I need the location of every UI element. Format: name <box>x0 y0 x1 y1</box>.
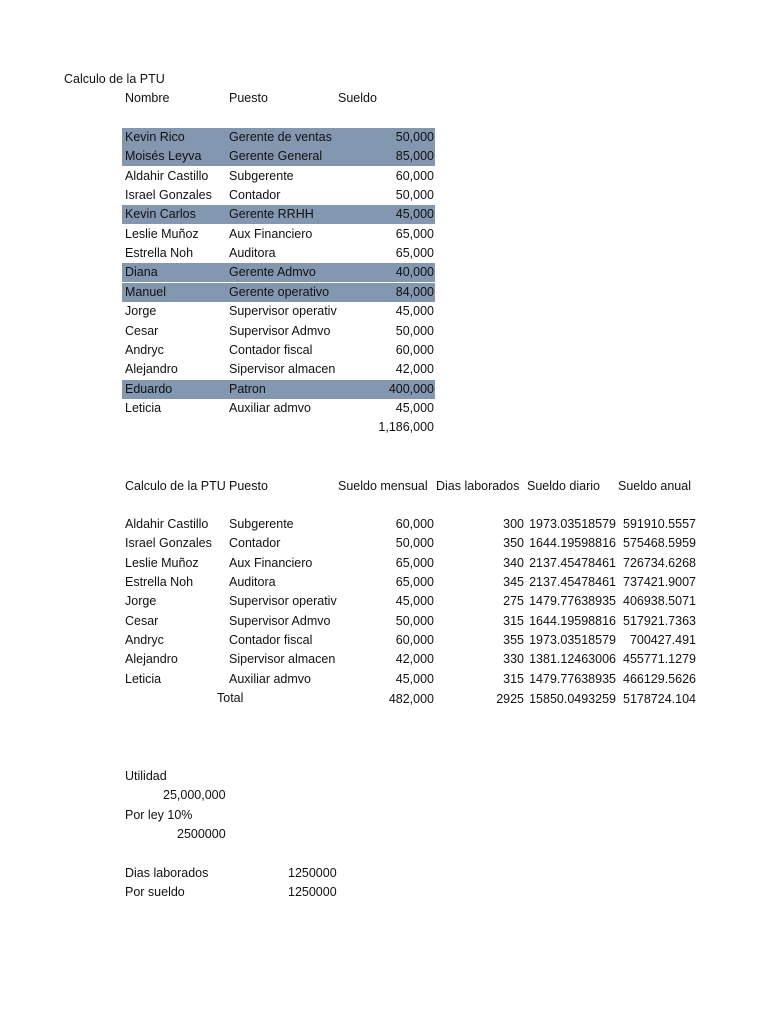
por-sueldo-label: Por sueldo <box>125 885 185 899</box>
cell-nombre: Cesar <box>125 613 159 628</box>
cell-sueldo: 45,000 <box>395 207 434 222</box>
cell-sueldo: 65,000 <box>395 246 434 261</box>
cell-dias-laborados: 315 <box>503 613 524 628</box>
cell-sueldo-mensual: 45,000 <box>395 594 434 609</box>
cell-puesto: Auditora <box>229 575 276 590</box>
cell-nombre: Alejandro <box>125 652 178 667</box>
table1-total: 1,186,000 <box>378 420 434 434</box>
table-row <box>122 147 435 166</box>
table-row <box>122 380 435 399</box>
cell-nombre: Jorge <box>125 594 157 609</box>
cell-sueldo-anual: 700427.491 <box>629 633 696 648</box>
table2-header-sueldo-mensual: Sueldo mensual <box>338 479 428 493</box>
table1-header-puesto: Puesto <box>229 91 268 105</box>
cell-sueldo: 50,000 <box>395 323 434 338</box>
cell-puesto: Gerente RRHH <box>229 207 314 222</box>
cell-nombre: Cesar <box>125 323 159 338</box>
table-row <box>122 244 435 263</box>
table2-header-sueldo-anual: Sueldo anual <box>618 479 691 493</box>
cell-sueldo-anual: 517921.7363 <box>623 613 696 628</box>
table2-header-dias: Dias laborados <box>436 479 520 493</box>
cell-puesto: Gerente operativo <box>229 284 330 299</box>
cell-nombre: Leticia <box>125 400 162 415</box>
page-title: Calculo de la PTU <box>64 72 165 86</box>
cell-nombre: Jorge <box>125 304 157 319</box>
cell-puesto: Supervisor Admvo <box>229 323 331 338</box>
cell-puesto: Sipervisor almacen <box>229 652 336 667</box>
cell-sueldo-diario: 1973.03518579 <box>529 517 616 531</box>
table2-total-label: Total <box>217 691 244 705</box>
cell-sueldo-mensual: 60,000 <box>395 517 434 531</box>
cell-sueldo-diario: 1644.19598816 <box>529 613 616 628</box>
cell-nombre: Israel Gonzales <box>125 536 212 551</box>
table2-total-diario: 15850.0493259 <box>529 692 616 706</box>
cell-nombre: Kevin Rico <box>125 130 185 144</box>
cell-sueldo-diario: 2137.45478461 <box>529 575 616 590</box>
cell-sueldo: 45,000 <box>395 400 434 415</box>
cell-puesto: Supervisor Admvo <box>229 613 331 628</box>
por-ley-value: 2500000 <box>177 827 226 841</box>
cell-sueldo: 50,000 <box>395 130 434 144</box>
cell-sueldo-mensual: 50,000 <box>395 613 434 628</box>
cell-sueldo-anual: 455771.1279 <box>623 652 696 667</box>
cell-nombre: Estrella Noh <box>125 575 194 590</box>
cell-dias-laborados: 345 <box>503 575 524 590</box>
table-row <box>122 186 435 205</box>
cell-nombre: Diana <box>125 265 158 280</box>
por-ley-label: Por ley 10% <box>125 808 193 822</box>
cell-sueldo-anual: 466129.5626 <box>623 671 696 686</box>
table-row <box>122 205 435 224</box>
dias-laborados-value: 1250000 <box>288 866 337 880</box>
cell-nombre: Aldahir Castillo <box>125 168 209 183</box>
cell-sueldo: 400,000 <box>388 381 434 396</box>
cell-sueldo: 45,000 <box>395 304 434 319</box>
table-row <box>122 360 435 379</box>
cell-sueldo-anual: 591910.5557 <box>623 517 696 531</box>
cell-nombre: Andryc <box>125 633 164 648</box>
cell-puesto: Auxiliar admvo <box>229 400 311 415</box>
cell-sueldo-mensual: 50,000 <box>395 536 434 551</box>
cell-dias-laborados: 350 <box>503 536 524 551</box>
cell-puesto: Patron <box>229 381 266 396</box>
cell-sueldo-anual: 737421.9007 <box>623 575 696 590</box>
cell-puesto: Contador fiscal <box>229 633 313 648</box>
table-row <box>122 399 435 418</box>
cell-sueldo: 40,000 <box>395 265 434 280</box>
cell-dias-laborados: 300 <box>503 517 524 531</box>
table2-header-sueldo-diario: Sueldo diario <box>527 479 600 493</box>
cell-sueldo-diario: 1381.12463006 <box>529 652 616 667</box>
cell-puesto: Contador <box>229 188 281 203</box>
cell-sueldo-mensual: 45,000 <box>395 671 434 686</box>
table-row <box>122 263 435 282</box>
cell-nombre: Leslie Muñoz <box>125 226 199 241</box>
cell-sueldo-mensual: 42,000 <box>395 652 434 667</box>
cell-sueldo: 85,000 <box>395 149 434 164</box>
cell-nombre: Andryc <box>125 342 164 357</box>
cell-puesto: Gerente de ventas <box>229 130 332 144</box>
utilidad-label: Utilidad <box>125 769 167 783</box>
table2-total-anual: 5178724.104 <box>623 692 696 706</box>
cell-dias-laborados: 275 <box>503 594 524 609</box>
utilidad-value: 25,000,000 <box>163 788 226 802</box>
table2-header-nombre: Calculo de la PTU <box>125 479 226 493</box>
cell-dias-laborados: 340 <box>503 555 524 570</box>
cell-puesto: Auxiliar admvo <box>229 671 311 686</box>
cell-puesto: Contador <box>229 536 281 551</box>
table2-total-dias: 2925 <box>496 692 524 706</box>
cell-sueldo: 60,000 <box>395 342 434 357</box>
table1-header-sueldo: Sueldo <box>338 91 377 105</box>
cell-puesto: Gerente General <box>229 149 323 164</box>
cell-dias-laborados: 315 <box>503 671 524 686</box>
cell-puesto: Auditora <box>229 246 276 261</box>
cell-puesto: Contador fiscal <box>229 342 313 357</box>
cell-nombre: Israel Gonzales <box>125 188 212 203</box>
cell-sueldo: 50,000 <box>395 188 434 203</box>
por-sueldo-value: 1250000 <box>288 885 337 899</box>
cell-dias-laborados: 330 <box>503 652 524 667</box>
cell-dias-laborados: 355 <box>503 633 524 648</box>
table-row <box>122 225 435 244</box>
cell-sueldo: 42,000 <box>395 362 434 377</box>
table-row <box>122 341 435 360</box>
cell-sueldo-mensual: 65,000 <box>395 555 434 570</box>
cell-sueldo-diario: 1479.77638935 <box>529 671 616 686</box>
cell-puesto: Aux Financiero <box>229 226 313 241</box>
cell-nombre: Eduardo <box>125 381 173 396</box>
table-row <box>122 128 435 147</box>
table-row <box>122 302 435 321</box>
cell-nombre: Leticia <box>125 671 162 686</box>
cell-puesto: Aux Financiero <box>229 555 313 570</box>
cell-nombre: Aldahir Castillo <box>125 517 209 531</box>
table-row <box>122 167 435 186</box>
cell-nombre: Kevin Carlos <box>125 207 196 222</box>
table-row <box>122 322 435 341</box>
cell-puesto: Sipervisor almacen <box>229 362 336 377</box>
table-row <box>122 283 435 302</box>
cell-sueldo: 65,000 <box>395 226 434 241</box>
cell-sueldo-diario: 1973.03518579 <box>529 633 616 648</box>
table2-total-mensual: 482,000 <box>388 692 434 706</box>
cell-sueldo-mensual: 60,000 <box>395 633 434 648</box>
cell-puesto: Subgerente <box>229 517 294 531</box>
cell-sueldo-anual: 726734.6268 <box>623 555 696 570</box>
cell-puesto: Supervisor operativ <box>229 304 337 319</box>
cell-nombre: Alejandro <box>125 362 178 377</box>
cell-nombre: Estrella Noh <box>125 246 194 261</box>
cell-sueldo-diario: 1644.19598816 <box>529 536 616 551</box>
cell-sueldo-mensual: 65,000 <box>395 575 434 590</box>
cell-nombre: Leslie Muñoz <box>125 555 199 570</box>
cell-sueldo: 60,000 <box>395 168 434 183</box>
cell-nombre: Manuel <box>125 284 166 299</box>
table1-header-nombre: Nombre <box>125 91 170 105</box>
cell-sueldo-diario: 1479.77638935 <box>529 594 616 609</box>
cell-sueldo-diario: 2137.45478461 <box>529 555 616 570</box>
dias-laborados-label: Dias laborados <box>125 866 209 880</box>
cell-puesto: Gerente Admvo <box>229 265 316 280</box>
cell-puesto: Supervisor operativ <box>229 594 337 609</box>
cell-puesto: Subgerente <box>229 168 294 183</box>
cell-sueldo-anual: 575468.5959 <box>623 536 696 551</box>
cell-nombre: Moisés Leyva <box>125 149 202 164</box>
table2-header-puesto: Puesto <box>229 479 268 493</box>
cell-sueldo-anual: 406938.5071 <box>623 594 696 609</box>
cell-sueldo: 84,000 <box>395 284 434 299</box>
